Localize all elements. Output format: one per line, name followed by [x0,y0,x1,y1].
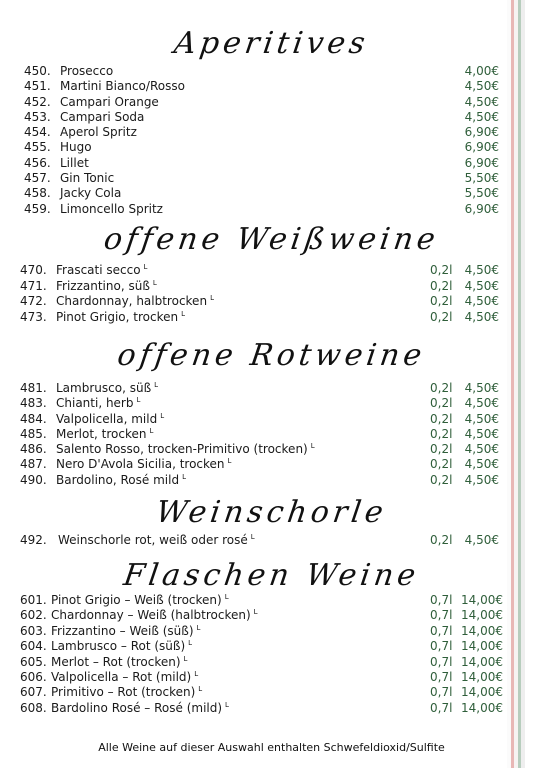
item-name-text: Bardolino Rosé – Rosé (mild) [51,700,223,715]
menu-item [0,279,543,295]
item-name [60,156,89,171]
section-white-wines [0,263,543,326]
allergen-marker: L [253,608,258,617]
item-name-text: Merlot – Rot (trocken) [51,654,181,669]
item-name [56,279,157,295]
item-name [60,125,137,140]
menu-item [0,639,543,654]
section-aperitives [0,64,543,217]
allergen-marker: L [160,411,165,420]
item-name [51,685,202,700]
item-price: 14,00€ [461,685,503,700]
item-name [60,202,163,217]
item-volume: 0,7l [430,639,453,654]
allergen-marker: L [198,685,203,694]
item-price: 5,50€ [464,171,499,186]
item-number: 453. [24,109,51,124]
item-price: 14,00€ [461,623,503,638]
item-volume: 0,2l [430,381,453,395]
item-number: 454. [24,125,51,140]
item-volume: 0,7l [430,654,453,669]
item-name-text: Weinschorle rot, weiß oder rosé [58,533,248,547]
item-name-text: Pinot Grigio, trocken [56,310,179,325]
item-price: 4,50€ [464,294,499,309]
section-title-wine-spritzer: Weinschorle [153,495,390,530]
item-name-text: Aperol Spritz [60,125,137,140]
allergen-marker: L [227,457,232,466]
item-volume: 0,7l [430,669,453,684]
item-volume: 0,2l [430,442,453,457]
item-name [51,639,192,654]
allergen-marker: L [188,639,193,648]
item-volume: 0,7l [430,685,453,700]
item-number: 470. [20,263,47,277]
allergen-marker: L [152,278,157,287]
item-number: 452. [24,94,51,109]
menu-item [0,396,543,411]
item-name [51,624,200,639]
menu-item [0,294,543,310]
item-price: 6,90€ [464,125,499,140]
item-volume: 0,2l [430,426,453,441]
menu-item [0,701,543,716]
item-volume: 0,7l [430,623,453,638]
item-number: 457. [24,171,51,186]
item-price: 5,50€ [464,186,499,201]
item-price: 4,50€ [464,79,499,94]
item-number: 603. [20,623,47,638]
section-title-aperitives: Aperitives [171,26,372,61]
item-name-text: Hugo [60,140,92,155]
item-number: 606. [20,669,47,684]
item-number: 486. [20,442,47,457]
menu-item [0,427,543,442]
item-name-text: Merlot, trocken [56,426,147,441]
item-name-text: Gin Tonic [60,171,115,186]
menu-item [0,79,543,94]
item-name-text: Primitivo – Rot (trocken) [51,685,196,700]
menu-item [0,473,543,488]
item-number: 608. [20,700,47,715]
item-name [51,608,258,623]
item-name-text: Jacky Cola [60,186,122,201]
item-number: 481. [20,381,47,395]
menu-item [0,442,543,457]
item-number: 492. [20,533,47,547]
item-number: 490. [20,472,47,487]
item-name [56,442,315,457]
menu-item [0,263,543,279]
item-name-text: Martini Bianco/Rosso [60,79,185,94]
item-name-text: Lambrusco – Rot (süß) [51,639,186,654]
menu-item [0,685,543,700]
section-title-red-wines: offene Rotweine [115,338,428,373]
allergen-marker: L [310,442,315,451]
menu-item [0,125,543,140]
menu-item [0,110,543,125]
menu-item [0,171,543,186]
allergen-marker: L [196,623,201,632]
item-price: 6,90€ [464,201,499,216]
menu-item [0,457,543,472]
item-price: 4,50€ [464,263,499,277]
menu-item [0,533,543,548]
item-name [60,186,121,201]
item-price: 4,50€ [464,109,499,124]
item-number: 471. [20,278,47,293]
item-number: 485. [20,426,47,441]
allergen-marker: L [225,700,229,709]
item-name-text: Frizzantino, süß [56,278,150,293]
item-name [56,412,164,427]
item-name-text: Pinot Grigio – Weiß (trocken) [51,593,222,607]
allergen-marker: L [224,593,229,601]
item-volume: 0,2l [430,396,453,411]
item-volume: 0,2l [430,278,453,293]
menu-item [0,412,543,427]
sulfite-notice: Alle Weine auf dieser Auswahl enthalten Schwefeldioxid/Sulfite [98,741,445,754]
menu-item [0,593,543,608]
item-name-text: Campari Soda [60,109,145,124]
item-price: 4,50€ [464,426,499,441]
menu-item [0,95,543,110]
item-name [56,473,186,488]
item-price: 4,50€ [464,310,499,325]
item-number: 602. [20,608,47,623]
item-name-text: Chardonnay, halbtrocken [56,294,208,309]
item-price: 14,00€ [461,669,503,684]
allergen-marker: L [183,654,188,663]
item-name [56,294,214,310]
item-price: 4,50€ [464,533,499,547]
item-name [56,427,153,442]
item-name-text: Limoncello Spritz [60,201,163,216]
item-name-text: Valpolicella – Rot (mild) [51,669,192,684]
item-price: 4,50€ [464,278,499,293]
item-name [56,381,158,396]
item-number: 487. [20,457,47,472]
menu-item [0,186,543,201]
menu-item [0,140,543,155]
item-name [51,670,198,685]
item-price: 14,00€ [461,700,503,715]
section-title-bottled-wines: Flaschen Weine [121,558,422,593]
allergen-marker: L [136,396,141,405]
menu-item [0,381,543,396]
item-number: 451. [24,79,51,94]
allergen-marker: L [250,533,255,541]
item-name-text: Chianti, herb [56,396,134,411]
item-name-text: Lillet [60,155,89,170]
item-number: 605. [20,654,47,669]
item-name-text: Lambrusco, süß [56,381,152,395]
item-volume: 0,7l [430,700,453,715]
section-bottled-wines [0,593,543,716]
item-name [60,110,144,125]
section-title-white-wines: offene Weißweine [101,222,442,257]
item-price: 4,00€ [464,64,499,78]
item-name-text: Prosecco [60,64,114,78]
menu-item [0,202,543,217]
menu-item [0,624,543,639]
item-number: 455. [24,140,51,155]
allergen-marker: L [182,472,186,481]
item-number: 450. [24,64,51,78]
item-price: 14,00€ [461,639,503,654]
item-price: 4,50€ [464,442,499,457]
item-number: 458. [24,186,51,201]
allergen-marker: L [210,294,214,303]
item-number: 484. [20,411,47,426]
item-volume: 0,2l [430,472,453,487]
item-name [51,593,229,608]
item-volume: 0,2l [430,411,453,426]
item-price: 4,50€ [464,457,499,472]
item-price: 4,50€ [464,396,499,411]
item-number: 459. [24,201,51,216]
item-price: 4,50€ [464,411,499,426]
allergen-marker: L [194,669,199,678]
item-name [56,263,147,279]
item-number: 604. [20,639,47,654]
item-name [60,171,114,186]
item-volume: 0,7l [430,608,453,623]
item-number: 456. [24,155,51,170]
menu-item [0,310,543,326]
item-number: 601. [20,593,47,607]
menu-item [0,64,543,79]
section-red-wines [0,381,543,488]
item-name [60,79,185,94]
menu-item [0,655,543,670]
item-price: 4,50€ [464,381,499,395]
item-name [56,457,231,472]
item-number: 607. [20,685,47,700]
menu-item [0,156,543,171]
item-name-text: Frascati secco [56,263,141,277]
item-price: 14,00€ [461,654,503,669]
item-number: 472. [20,294,47,309]
item-price: 4,50€ [464,94,499,109]
item-number: 473. [20,310,47,325]
allergen-marker: L [143,263,148,271]
item-name [56,396,140,411]
menu-item [0,608,543,623]
item-volume: 0,2l [430,263,453,277]
item-name-text: Campari Orange [60,94,159,109]
item-volume: 0,2l [430,457,453,472]
item-name-text: Salento Rosso, trocken-Primitivo (trocken) [56,442,308,457]
item-volume: 0,2l [430,294,453,309]
allergen-marker: L [149,426,154,435]
item-name [58,533,255,548]
item-number: 483. [20,396,47,411]
item-name-text: Frizzantino – Weiß (süß) [51,623,194,638]
item-price: 14,00€ [461,608,503,623]
item-name [51,701,229,716]
item-name [56,310,185,326]
item-volume: 0,7l [430,593,453,607]
allergen-marker: L [181,310,185,319]
item-price: 6,90€ [464,155,499,170]
item-name-text: Valpolicella, mild [56,411,158,426]
allergen-marker: L [154,381,159,389]
item-name-text: Bardolino, Rosé mild [56,472,180,487]
item-name-text: Chardonnay – Weiß (halbtrocken) [51,608,251,623]
item-volume: 0,2l [430,533,453,547]
item-name [51,655,187,670]
item-name [60,64,113,79]
item-name-text: Nero D'Avola Sicilia, trocken [56,457,225,472]
item-volume: 0,2l [430,310,453,325]
item-price: 4,50€ [464,472,499,487]
item-name [60,140,92,155]
item-price: 14,00€ [461,593,503,607]
item-name [60,95,159,110]
section-wine-spritzer [0,533,543,548]
menu-item [0,670,543,685]
item-price: 6,90€ [464,140,499,155]
